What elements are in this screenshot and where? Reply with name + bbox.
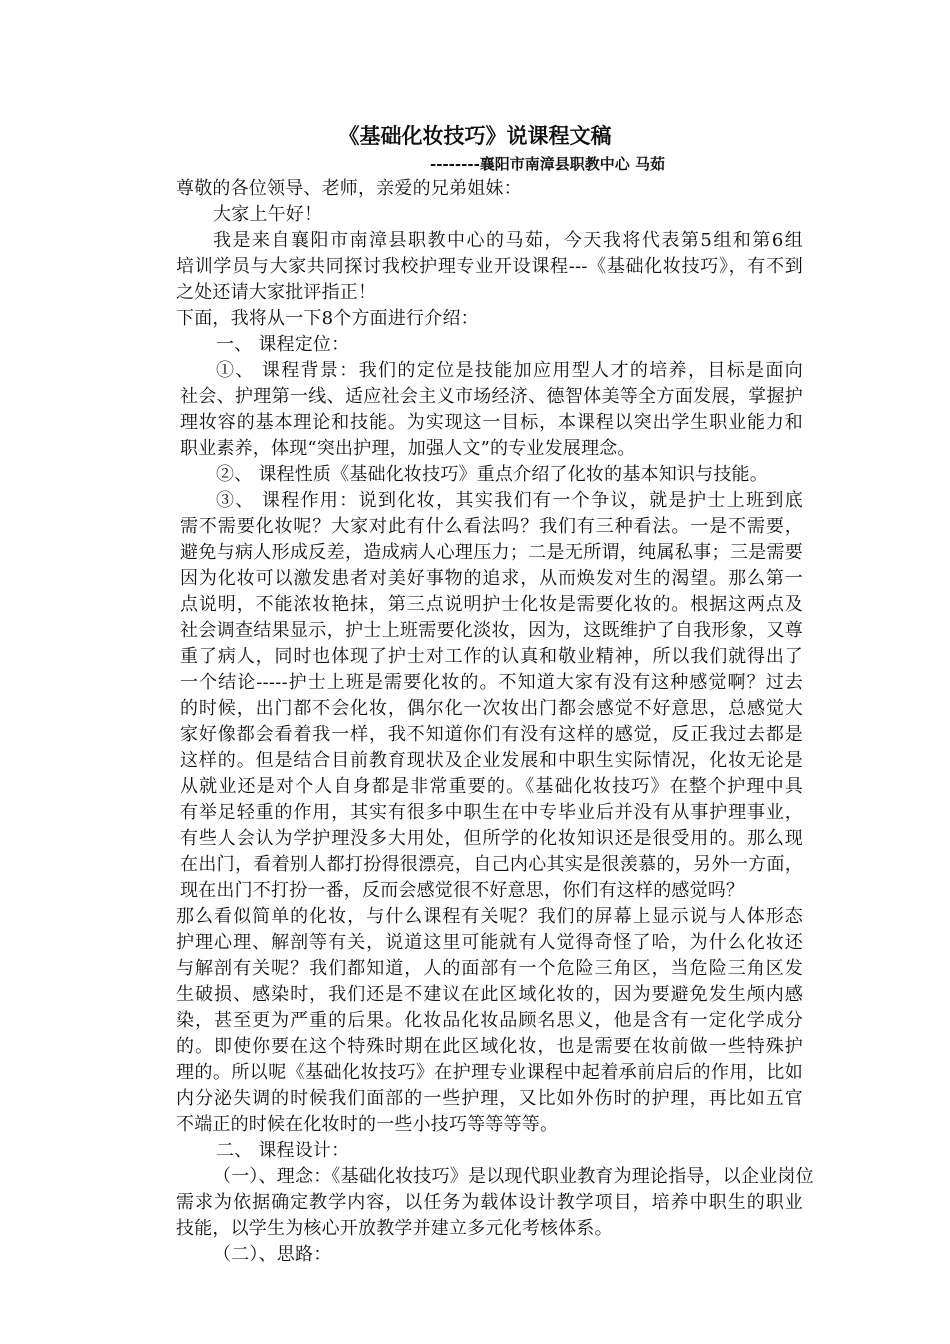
section-heading: 一、 课程定位： bbox=[216, 334, 350, 355]
paragraph-line: 一个结论-----护士上班是需要化妆的。不知道大家有没有这种感觉啊？过去 bbox=[180, 672, 803, 693]
paragraph-line: 的时候，出门都不会化妆，偶尔化一次妆出门都会感觉不好意思，总感觉大 bbox=[180, 698, 803, 719]
paragraph-line: 技能，以学生为核心开放教学并建立多元化考核体系。 bbox=[176, 1218, 613, 1239]
paragraph-line: 职业素养，体现“突出护理，加强人文”的专业发展理念。 bbox=[180, 438, 636, 459]
paragraph-line: ②、 课程性质《基础化妆技巧》重点介绍了化妆的基本知识与技能。 bbox=[216, 464, 768, 485]
paragraph-line: 不端正的时候在化妆时的一些小技巧等等等等。 bbox=[176, 1114, 559, 1135]
paragraph-line: 的。即使你要在这个特殊时期在此区域化妆，也是需要在妆前做一些特殊护 bbox=[176, 1036, 803, 1057]
paragraph-line: 社会、护理第一线、适应社会主义市场经济、德智体美等全方面发展，掌握护 bbox=[180, 386, 803, 407]
paragraph-line: 大家上午好！ bbox=[213, 204, 323, 225]
subsection-heading: （二）、思路： bbox=[213, 1244, 332, 1265]
paragraph-line: 有举足轻重的作用，其实有很多中职生在中专毕业后并没有从事护理事业， bbox=[180, 802, 803, 823]
paragraph-line: 那么看似简单的化妆，与什么课程有关呢？我们的屏幕上显示说与人体形态 bbox=[176, 906, 803, 927]
paragraph-line: 尊敬的各位领导、老师，亲爱的兄弟姐妹： bbox=[176, 178, 522, 199]
paragraph-line: 需求为依据确定教学内容，以任务为载体设计教学项目，培养中职生的职业 bbox=[176, 1192, 803, 1213]
paragraph-line: 这样的。但是结合目前教育现状及企业发展和中职生实际情况，化妆无论是 bbox=[180, 750, 803, 771]
paragraph-line: 社会调查结果显示，护士上班需要化淡妆，因为，这既维护了自我形象，又尊 bbox=[180, 620, 803, 641]
paragraph-line: 家好像都会看着我一样，我不知道你们有没有这样的感觉，反正我过去都是 bbox=[180, 724, 803, 745]
paragraph-line: 内分泌失调的时候我们面部的一些护理，又比如外伤时的护理，再比如五官 bbox=[176, 1088, 803, 1109]
paragraph-line: 我是来自襄阳市南漳县职教中心的马茹，今天我将代表第5组和第6组 bbox=[213, 230, 803, 251]
paragraph-line: 点说明，不能浓妆艳抹，第三点说明护士化妆是需要化妆的。根据这两点及 bbox=[180, 594, 803, 615]
paragraph-line: 护理心理、解剖等有关，说道这里可能就有人觉得奇怪了哈，为什么化妆还 bbox=[176, 932, 803, 953]
paragraph-line: ①、 课程背景：我们的定位是技能加应用型人才的培养，目标是面向 bbox=[216, 360, 803, 381]
paragraph-line: 生破损、感染时，我们还是不建议在此区域化妆的，因为要避免发生颅内感 bbox=[176, 984, 803, 1005]
paragraph-line: 染，甚至更为严重的后果。化妆品化妆品顾名思义，他是含有一定化学成分 bbox=[176, 1010, 803, 1031]
paragraph-line: 需不需要化妆呢？大家对此有什么看法吗？我们有三种看法。一是不需要， bbox=[180, 516, 803, 537]
paragraph-line: 有些人会认为学护理没多大用处，但所学的化妆知识还是很受用的。那么现 bbox=[180, 828, 803, 849]
paragraph-line: 之处还请大家批评指正！ bbox=[176, 282, 377, 303]
paragraph-line: 从就业还是对个人自身都是非常重要的。《基础化妆技巧》在整个护理中具 bbox=[180, 776, 803, 797]
paragraph-line: 重了病人，同时也体现了护士对工作的认真和敬业精神，所以我们就得出了 bbox=[180, 646, 803, 667]
paragraph-line: 理的。所以呢《基础化妆技巧》在护理专业课程中起着承前启后的作用，比如 bbox=[176, 1062, 803, 1083]
paragraph-line: 因为化妆可以激发患者对美好事物的追求，从而焕发对生的渴望。那么第一 bbox=[180, 568, 803, 589]
document-byline: --------襄阳市南漳县职教中心 马茹 bbox=[430, 155, 666, 173]
section-heading: 二、 课程设计： bbox=[216, 1140, 350, 1161]
paragraph-line: 下面，我将从一下8个方面进行介绍： bbox=[176, 308, 479, 329]
paragraph-line: 理妆容的基本理论和技能。为实现这一目标，本课程以突出学生职业能力和 bbox=[180, 412, 803, 433]
paragraph-line: 培训学员与大家共同探讨我校护理专业开设课程---《基础化妆技巧》，有不到 bbox=[176, 256, 803, 277]
paragraph-line: 现在出门不打扮一番，反而会感觉很不好意思，你们有这样的感觉吗？ bbox=[180, 880, 745, 901]
paragraph-line: 与解剖有关呢？我们都知道，人的面部有一个危险三角区，当危险三角区发 bbox=[176, 958, 803, 979]
paragraph-line: 避免与病人形成反差，造成病人心理压力；二是无所谓，纯属私事；三是需要 bbox=[180, 542, 803, 563]
paragraph-line: ③、 课程作用：说到化妆，其实我们有一个争议，就是护士上班到底 bbox=[216, 490, 803, 511]
paragraph-line: （一）、理念：《基础化妆技巧》是以现代职业教育为理论指导，以企业岗位 bbox=[213, 1166, 814, 1187]
document-title: 《基础化妆技巧》说课程文稿 bbox=[338, 123, 612, 148]
paragraph-line: 在出门，看着别人都打扮得很漂亮，自己内心其实是很羡慕的，另外一方面， bbox=[180, 854, 803, 875]
